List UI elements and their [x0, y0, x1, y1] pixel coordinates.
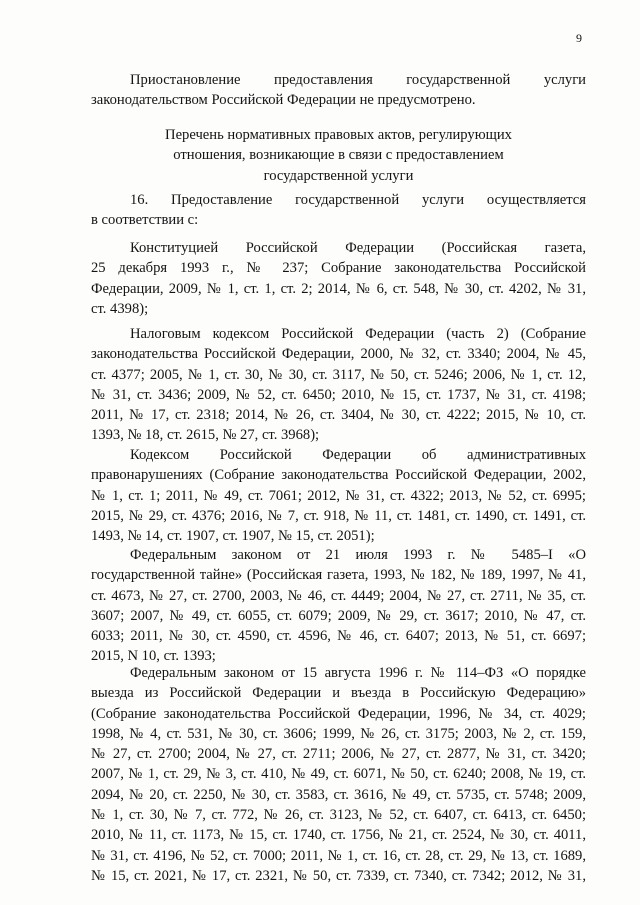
paragraph-line: 1393, № 18, ст. 2615, № 27, ст. 3968); — [91, 427, 320, 444]
paragraph-line: (Собрание законодательства Российской Федерации, 1996, № 34, ст. 4029; — [91, 705, 586, 722]
paragraph-line: 2010, № 11, ст. 1173, № 15, ст. 1740, ст. 1756, № 21, ст. 2524, № 30, ст. 4011, — [91, 827, 586, 844]
paragraph-line: законодательством Российской Федерации не предусмотрено. — [91, 92, 476, 109]
paragraph-line: 2015, № 29, ст. 4376; 2016, № 7, ст. 918, № 11, ст. 1481, ст. 1490, ст. 1491, ст. — [91, 507, 586, 524]
paragraph-line: Федеральным законом от 21 июля 1993 г. № 5485–I «О — [130, 547, 586, 563]
suspension-paragraph — [91, 70, 586, 111]
heading-line: государственной услуги — [263, 167, 414, 184]
paragraph-line: 1493, № 14, ст. 1907, ст. 1907, № 15, ст. 2051); — [91, 528, 375, 545]
paragraph-line: № 31, ст. 4196, № 52, ст. 7000; 2011, № 1, ст. 16, ст. 28, ст. 29, № 13, ст. 1689, — [91, 847, 586, 864]
paragraph-line: Федерации, 2009, № 1, ст. 1, ст. 2; 2014, № 6, ст. 548, № 30, ст. 4202, № 31, — [91, 280, 586, 297]
paragraph-line: Приостановление предоставления государственной услуги — [130, 72, 586, 88]
heading-line: отношения, возникающие в связи с предоставлением — [173, 147, 504, 164]
clause-16-paragraph — [91, 190, 586, 231]
paragraph-line: № 15, ст. 2021, № 17, ст. 2321, № 50, ст. 7339, ст. 7340, ст. 7342; 2012, № 31, — [91, 867, 586, 884]
paragraph-line: государственной тайне» (Российская газета, 1993, № 182, № 189, 1997, № 41, — [91, 567, 586, 584]
paragraph-line: 25 декабря 1993 г., № 237; Собрание законодательства Российской — [91, 260, 586, 277]
paragraph-line: 2094, № 20, ст. 2250, № 30, ст. 3583, ст. 3616, № 49, ст. 5735, ст. 5748; 2009, — [91, 786, 586, 803]
state-secret-law-paragraph — [91, 545, 586, 667]
admin-code-paragraph — [91, 445, 586, 546]
paragraph-line: № 31, ст. 3436; 2009, № 52, ст. 6450; 2010, № 15, ст. 1737, № 31, ст. 4198; — [91, 386, 586, 403]
paragraph-line: ст. 4673, № 27, ст. 2700, 2003, № 46, ст. 4449; 2004, № 27, ст. 2711, № 35, ст. — [91, 587, 586, 604]
section-heading — [91, 125, 586, 186]
paragraph-line: законодательства Российской Федерации, 2000, № 32, ст. 3340; 2004, № 45, — [91, 346, 586, 363]
paragraph-line: № 1, ст. 30, № 7, ст. 772, № 26, ст. 3123, № 52, ст. 6407, ст. 6413, ст. 6450; — [91, 807, 586, 824]
paragraph-line: ст. 4398); — [91, 300, 149, 317]
paragraph-line: выезда из Российской Федерации и въезда в Российскую Федерацию» — [91, 685, 586, 702]
paragraph-line: № 1, ст. 1; 2011, № 49, ст. 7061; 2012, № 31, ст. 4322; 2013, № 52, ст. 6995; — [91, 487, 586, 504]
paragraph-line: 1998, № 4, ст. 531, № 30, ст. 3606; 1999, № 26, ст. 3175; 2003, № 2, ст. 159, — [91, 725, 586, 742]
paragraph-line: 6033; 2011, № 30, ст. 4590, ст. 4596, № 46, ст. 6407; 2013, № 51, ст. 6697; — [91, 628, 586, 645]
heading-line: Перечень нормативных правовых актов, регулирующих — [165, 127, 512, 143]
paragraph-line: 16. Предоставление государственной услуги осуществляется — [130, 192, 586, 208]
page-number: 9 — [576, 31, 582, 45]
paragraph-line: 3607; 2007, № 49, ст. 6055, ст. 6079; 2009, № 29, ст. 3617; 2010, № 47, ст. — [91, 607, 586, 624]
paragraph-line: правонарушениях (Собрание законодательства Российской Федерации, 2002, — [91, 467, 586, 484]
paragraph-line: 2011, № 17, ст. 2318; 2014, № 26, ст. 3404, № 30, ст. 4222; 2015, № 10, ст. — [91, 407, 586, 424]
tax-code-paragraph — [91, 324, 586, 446]
paragraph-line: Кодексом Российской Федерации об административных — [130, 447, 586, 463]
paragraph-line: Конституцией Российской Федерации (Российская газета, — [130, 240, 586, 256]
paragraph-line: в соответствии с: — [91, 212, 199, 229]
paragraph-line: 2015, N 10, ст. 1393; — [91, 648, 216, 665]
paragraph-line: Федеральным законом от 15 августа 1996 г. № 114–ФЗ «О порядке — [130, 665, 586, 681]
paragraph-line: ст. 4377; 2005, № 1, ст. 30, № 30, ст. 3117, № 50, ст. 5246; 2006, № 1, ст. 12, — [91, 366, 586, 383]
paragraph-line: Налоговым кодексом Российской Федерации (часть 2) (Собрание — [130, 326, 586, 342]
paragraph-line: № 27, ст. 2700; 2004, № 27, ст. 2711; 2006, № 27, ст. 2877, № 31, ст. 3420; — [91, 746, 586, 763]
exit-entry-law-paragraph — [91, 663, 586, 886]
paragraph-line: 2007, № 1, ст. 29, № 3, ст. 410, № 49, ст. 6071, № 50, ст. 6240; 2008, № 19, ст. — [91, 766, 586, 783]
constitution-paragraph — [91, 238, 586, 319]
